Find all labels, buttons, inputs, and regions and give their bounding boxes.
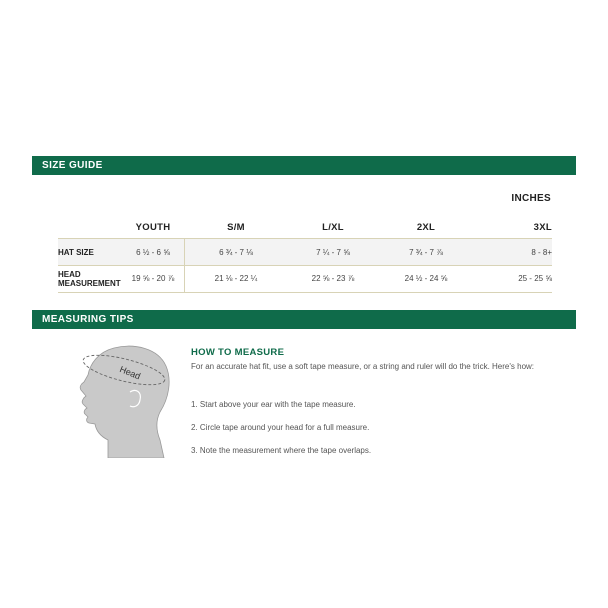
column-header-2xl: 2XL (416, 221, 436, 233)
head-measurement-2xl: 24 ½ - 24 ⅝ (404, 274, 448, 283)
hat-size-3xl: 8 - 8+ (531, 247, 552, 257)
measure-step-1: 1. Start above your ear with the tape measure. (191, 400, 356, 409)
units-label: INCHES (511, 193, 551, 204)
row-label-head-measurement (58, 270, 126, 288)
head-measurement-youth: 19 ⅝ - 20 ⅞ (131, 274, 175, 283)
size-guide-heading: SIZE GUIDE (32, 156, 576, 175)
measure-step-2: 2. Circle tape around your head for a full measure. (191, 423, 370, 432)
column-header-3xl: 3XL (533, 221, 552, 233)
hat-size-lxl: 7 ¼ - 7 ⅝ (316, 247, 350, 257)
column-header-lxl: L/XL (322, 221, 344, 233)
measure-step-3: 3. Note the measurement where the tape overlaps. (191, 446, 372, 455)
table-header-row (58, 214, 552, 240)
head-measurement-sm: 21 ⅛ - 22 ¼ (214, 274, 258, 283)
head-tape-label: Head (118, 364, 142, 382)
hat-size-2xl: 7 ¾ - 7 ⅞ (409, 247, 443, 257)
table-column-divider (184, 238, 185, 292)
head-silhouette-icon (80, 346, 169, 458)
column-header-youth: YOUTH (135, 221, 171, 233)
measuring-tips-heading: MEASURING TIPS (32, 310, 576, 329)
row-label-hat-size: HAT SIZE (58, 247, 94, 257)
how-to-measure-intro: For an accurate hat fit, use a soft tape measure, or a string and ruler will do the trick. Here's how: (191, 362, 535, 371)
head-measurement-illustration (78, 340, 178, 458)
row-label-line2: MEASUREMENT (58, 278, 121, 288)
hat-size-sm: 6 ¾ - 7 ⅛ (219, 247, 253, 257)
head-measurement-lxl: 22 ⅝ - 23 ⅞ (311, 274, 355, 283)
table-row-hat-size (58, 238, 552, 266)
hat-size-youth: 6 ½ - 6 ⅝ (136, 247, 170, 257)
row-label-line1: HEAD (58, 269, 81, 279)
table-row-head-measurement (58, 265, 552, 293)
head-measurement-3xl: 25 - 25 ⅝ (518, 274, 552, 283)
how-to-measure-title: HOW TO MEASURE (191, 347, 285, 358)
column-header-sm: S/M (227, 221, 245, 233)
